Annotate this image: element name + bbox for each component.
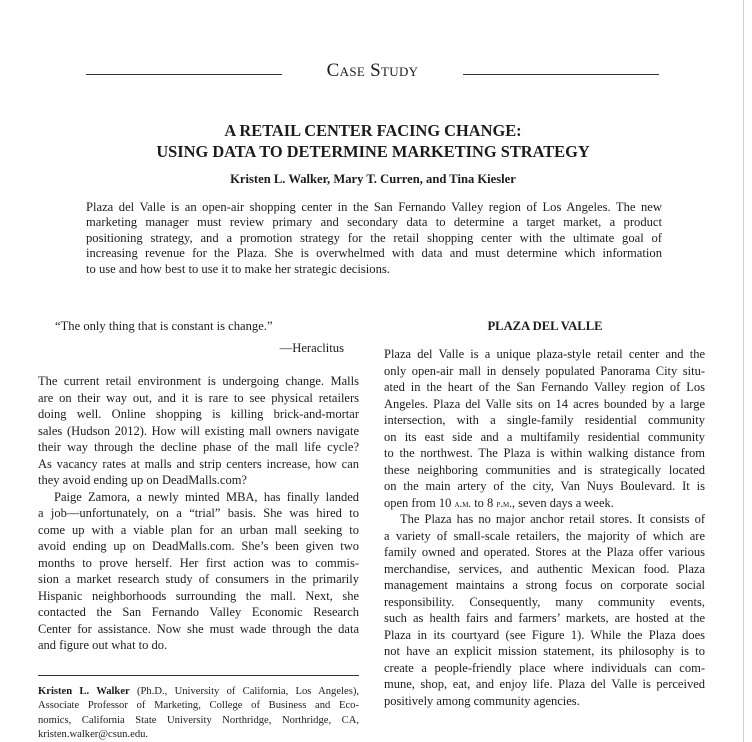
body-line: Angeles. Plaza del Valle sits on 14 acres bounded by a large: [384, 396, 705, 411]
title-line-2: USING DATA TO DETERMINE MARKETING STRATEGY: [156, 142, 590, 161]
body-line: and figure out what to do.: [38, 638, 168, 652]
body-line: avoid ending up on DeadMalls.com. She’s been given two: [38, 539, 359, 553]
body-line: their way through the decline phase of the mall life cycle?: [38, 440, 359, 454]
hours-text: , seven days a week.: [511, 495, 614, 510]
article-authors: Kristen L. Walker, Mary T. Curren, and Tina Kiesler: [230, 172, 516, 186]
body-line: only open-air mall in densely populated Panorama City situ-: [384, 363, 705, 378]
footnote-line: Associate Professor of Marketing, College of Business and Eco-: [38, 700, 359, 712]
epigraph-quote: “The only thing that is constant is change.”: [55, 319, 273, 333]
body-line: family owned and operated. Stores at the Plaza offer various: [384, 545, 705, 559]
body-line: to the northwest. The Plaza is within walking distance from: [384, 446, 705, 460]
body-line: such as health fairs and farmers’ markets, are hosted at the: [384, 611, 705, 625]
body-line: management maintains a strong focus on corporate social: [384, 578, 705, 592]
body-line: a job—unfortunately, on a “trial” basis. She was hired to: [38, 506, 359, 520]
abstract-line: to use and how best to use it to make her strategic decisions.: [86, 261, 390, 276]
body-line: ated in the heart of the San Fernando Valley region of Los: [384, 380, 705, 394]
body-line: are on their way out, and it is rare to see physical retailers: [38, 390, 359, 405]
abstract-line: positioning strategy, and a promotion strategy for the retail shopping center with the ultimate goal of: [86, 230, 662, 245]
abstract: [86, 200, 662, 277]
body-line: The current retail environment is undergoing change. Malls: [38, 374, 359, 388]
body-line: merchandise, services, and authentic Mexican food. Plaza: [384, 561, 705, 576]
body-line: Plaza in its courtyard (see Figure 1). While the Plaza does: [384, 627, 705, 642]
body-line: Paige Zamora, a newly minted MBA, has finally landed: [54, 489, 359, 504]
body-line: sales (Hudson 2012). How will existing mall owners navigate: [38, 423, 359, 438]
body-line: not have an explicit mission statement, its philosophy is to: [384, 644, 705, 658]
body-line: these neighboring communities and is strategically located: [384, 462, 705, 477]
footnote-line-text: (Ph.D., University of California, Los Angeles),: [129, 686, 359, 697]
body-line: responsibility. Consequently, many community events,: [384, 594, 705, 609]
author-footnote: [38, 685, 359, 742]
title-line-1: A RETAIL CENTER FACING CHANGE:: [224, 121, 522, 140]
body-line: contacted the San Fernando Valley Economic Research: [38, 605, 359, 619]
header-rule-right: [463, 74, 659, 75]
hours-text: open from 10: [384, 495, 455, 510]
section-heading: PLAZA DEL VALLE: [487, 319, 603, 333]
page-edge-line: [743, 0, 744, 742]
right-column-body: [384, 346, 705, 709]
hours-am: a.m.: [454, 498, 472, 510]
body-line: The Plaza has no major anchor retail stores. It consists of: [400, 512, 705, 526]
body-line: Hispanic neighborhoods surrounding the mall. Next, she: [38, 588, 359, 603]
body-line: sion a market research study of consumers in the primarily: [38, 572, 359, 586]
hours-text: to 8: [471, 495, 497, 510]
body-line: Plaza del Valle is a unique plaza-style retail center and the: [384, 347, 705, 361]
abstract-line: Plaza del Valle is an open-air shopping center in the San Fernando Valley region of Los Angeles. The new: [86, 200, 662, 214]
body-line: they avoid ending up on DeadMalls.com?: [38, 473, 247, 487]
body-line: on the main artery of the city, Van Nuys Boulevard. It is: [384, 479, 705, 493]
article-title: [86, 120, 660, 162]
footnote-author-name: Kristen L. Walker: [38, 686, 130, 697]
body-line: positively among community agencies.: [384, 693, 580, 708]
epigraph-attribution: —Heraclitus: [279, 341, 344, 355]
body-line: months to prove herself. Her first action was to commis-: [38, 555, 359, 570]
footnote-line: nomics, California State University Northridge, Northridge, CA,: [38, 714, 359, 726]
body-line: on its east side and a multifamily residential community: [384, 429, 705, 444]
body-line: a variety of small-scale retailers, the majority of which are: [384, 528, 705, 543]
abstract-line: increasing revenue for the Plaza. She is overwhelmed with data and must determine which information: [86, 246, 662, 261]
body-line: come up with a viable plan for an urban mall seeking to: [38, 522, 359, 537]
body-line: doing well. Online shopping is killing brick-and-mortar: [38, 407, 359, 421]
abstract-line: marketing manager must review primary and secondary data to determine a target market, a product: [86, 215, 662, 230]
body-line-hours: [384, 495, 705, 512]
body-line: create a people-friendly place where individuals can com-: [384, 660, 705, 675]
footnote-line: [38, 685, 359, 699]
hours-pm: p.m.: [496, 498, 512, 510]
left-column-body: [38, 373, 359, 654]
body-line: intersection, with a single-family residential community: [384, 413, 705, 427]
footnote-line: kristen.walker@csun.edu.: [38, 728, 149, 740]
body-line: As vacancy rates at malls and strip centers increase, how can: [38, 456, 359, 471]
section-kicker: Case Study: [326, 60, 419, 81]
body-line: Center for assistance. Now she must wade through the data: [38, 621, 359, 636]
header-rule-left: [86, 74, 282, 75]
footnote-rule: [38, 675, 359, 676]
body-line: mune, shop, eat, and enjoy life. Plaza del Valle is perceived: [384, 677, 705, 691]
